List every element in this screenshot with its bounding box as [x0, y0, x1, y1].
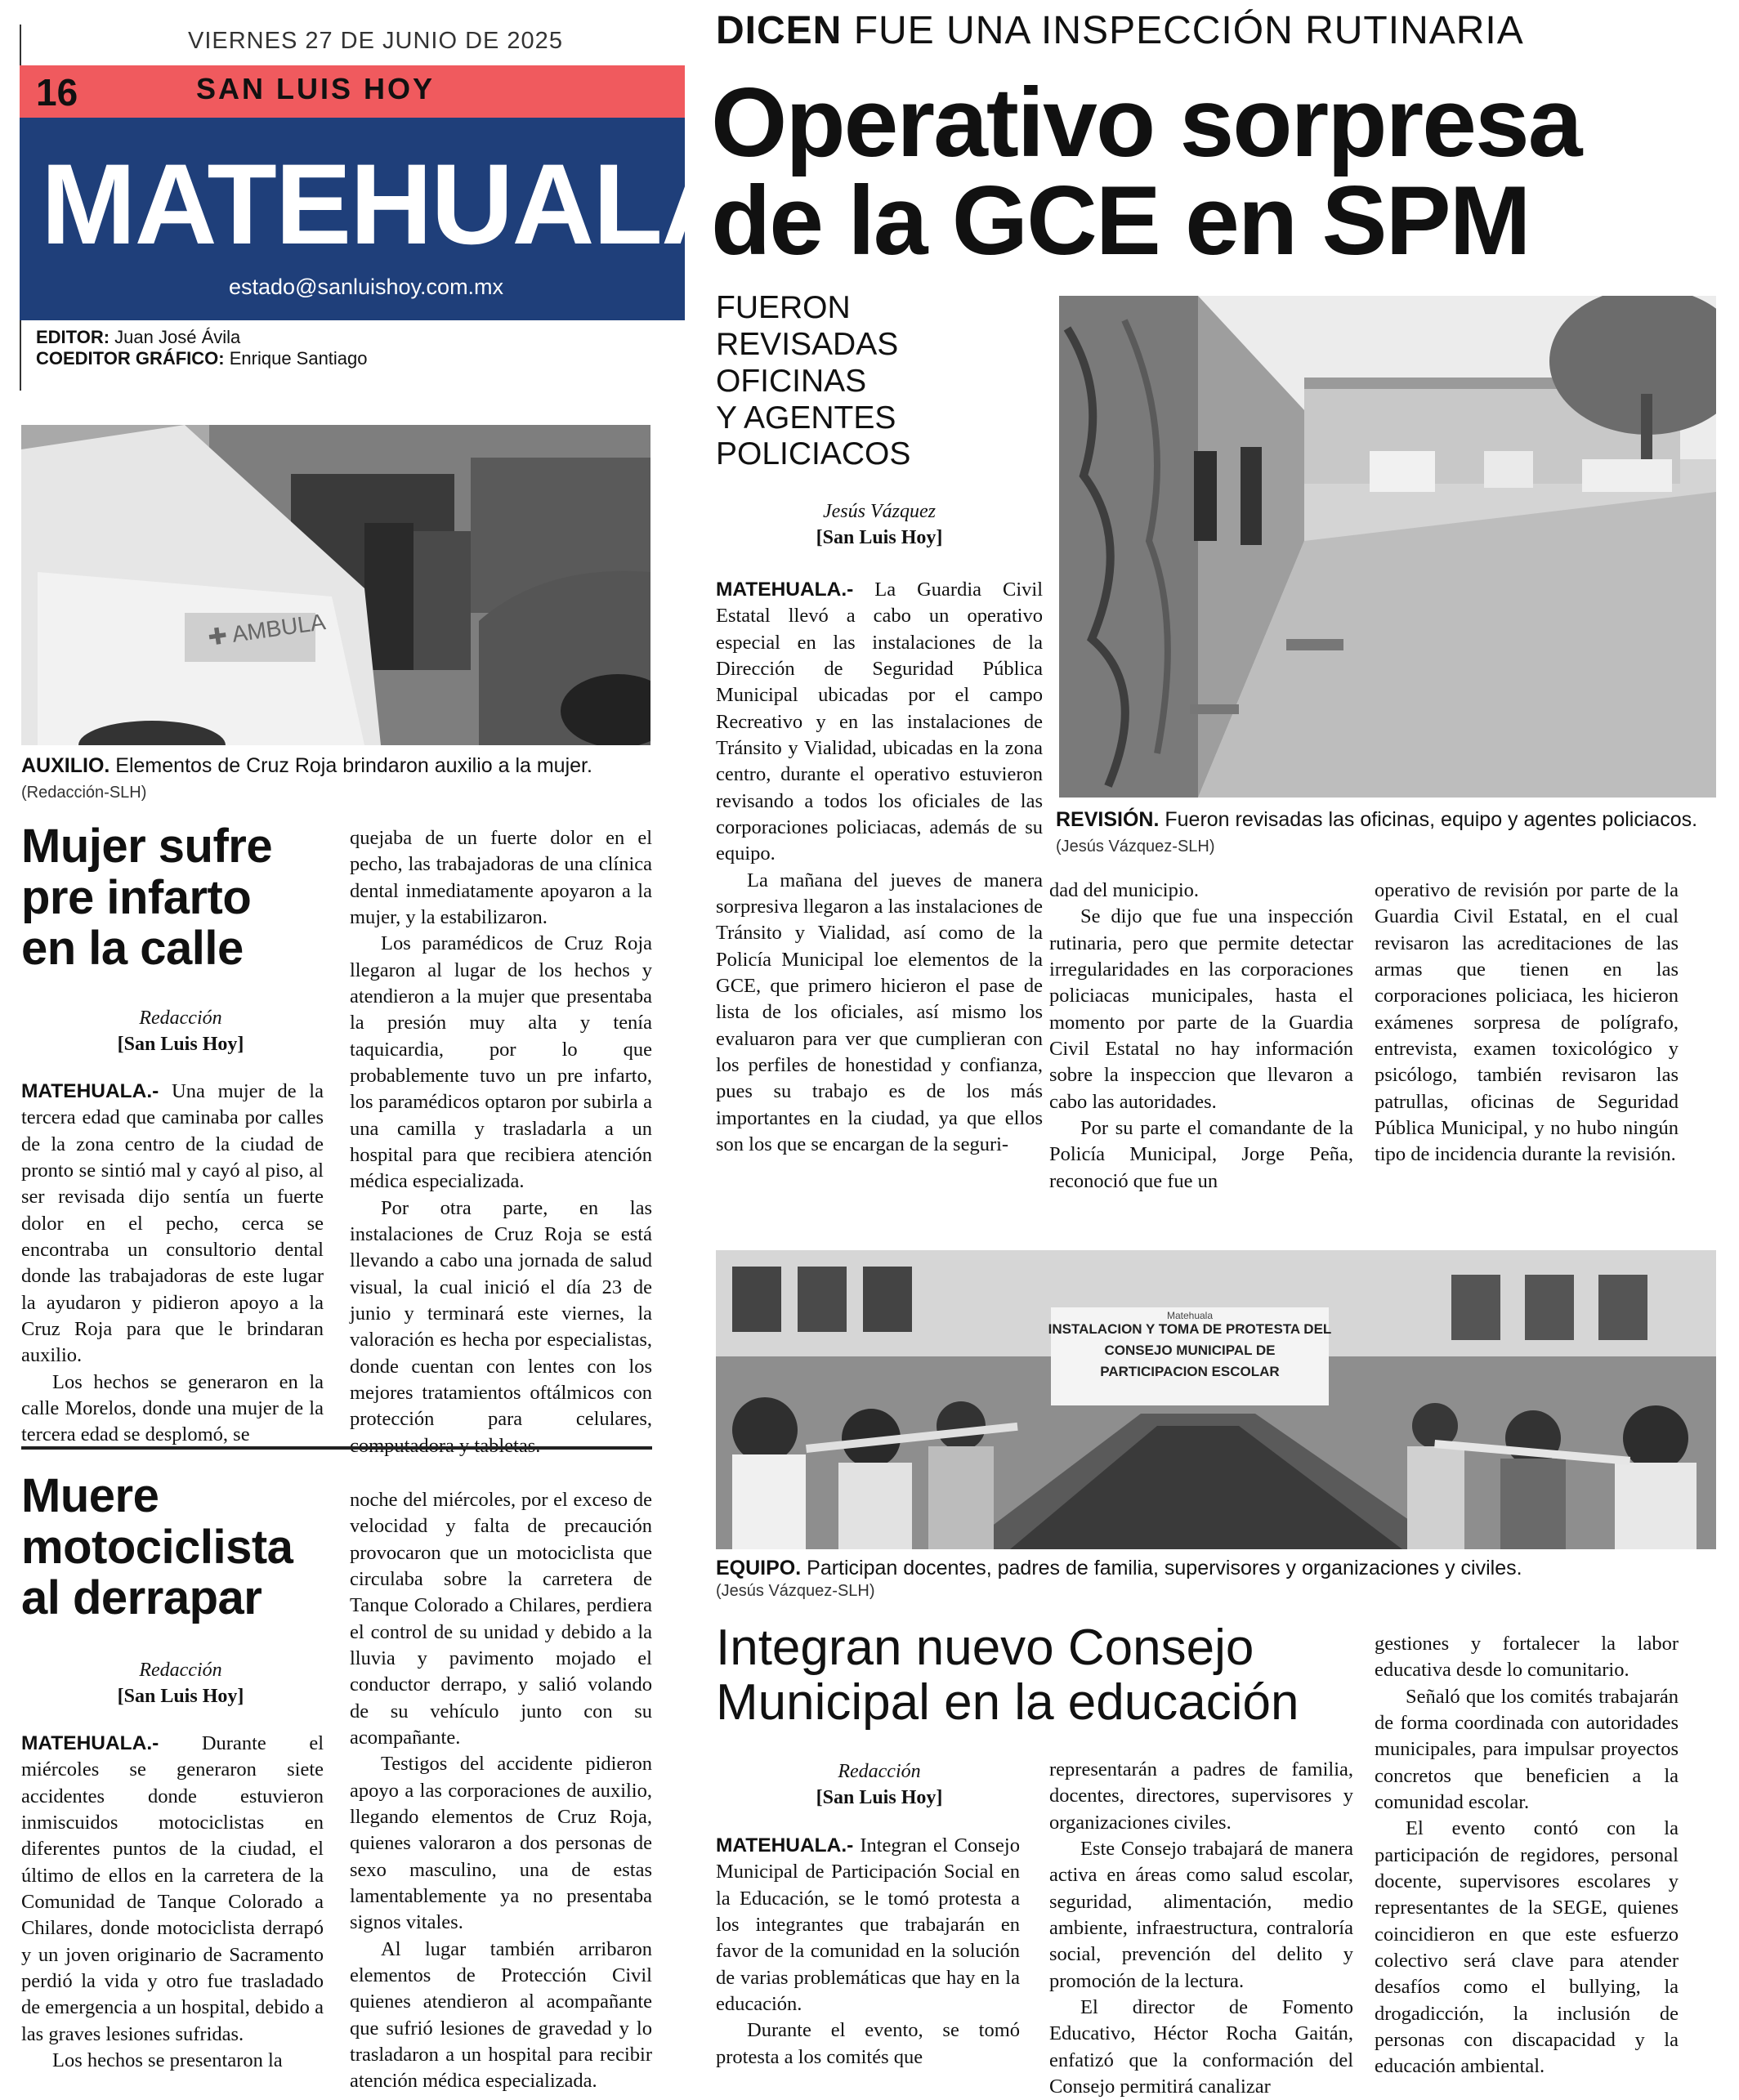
story2-caption-label: AUXILIO.	[21, 754, 110, 777]
council-meeting-image	[716, 1250, 1716, 1549]
story1-paragraph-text: La Guardia Civil Estatal llevó a cabo un operativo especial en las instalaciones de la Dirección de Seguridad Pública Municipal ubicadas por el campo Recreativo y en las instalaciones de Tránsito y Vialidad, ubicadas en la zona centro, durante el operativo estuvieron revisando a todos los oficiales de las corporaciones policiacas, además de su equipo.	[716, 579, 1043, 865]
story4-caption-text: Participan docentes, padres de familia, supervisores y organizaciones y civiles.	[807, 1557, 1522, 1579]
section-email: estado@sanluishoy.com.mx	[229, 275, 504, 299]
story2-column-1	[21, 1079, 324, 1449]
story3-paragraph-text: Durante el miércoles se generaron siete accidentes donde estuvieron inmiscuidos motociclistas en diferentes puntos de la ciudad, el último de ellos en la carretera de la Comunidad de Tanque Colorado a Chilares, donde motociclista derrapó y un joven originario de Sacramento perdió la vida y otro fue trasladado de emergencia a un hospital, debido a las graves lesiones sufridas.	[21, 1732, 324, 2045]
story2-photo	[21, 425, 650, 745]
story1-outlet: [San Luis Hoy]	[816, 527, 943, 549]
story4-paragraph: Este Consejo trabajará de manera activa en áreas como salud escolar, seguridad, alimentación, medio ambiente, infraestructura, contraloría social, prevención del delito y promoción de la lectura.	[1049, 1837, 1353, 1992]
coeditor-credit	[36, 348, 368, 369]
story1-headline-line1: Operativo sorpresa	[711, 68, 1581, 177]
story4-paragraph: El director de Fomento Educativo, Héctor Rocha Gaitán, enfatizó que la conformación del Consejo permitirá canalizar	[1049, 1995, 1353, 2098]
svg-text:✚ AMBULA: ✚ AMBULA	[206, 609, 328, 650]
story1-subhead-line: POLICIACOS	[716, 436, 911, 472]
story1-paragraph: operativo de revisión por parte de la Guardia Civil Estatal, en el cual revisaron las acreditaciones de las armas que tienen en las corporaciones policiaca, les hicieron exámenes sorpresa de polígrafo, entrevista, examen toxicológico y psicólogo, también revisaron las patrullas, oficinas de Seguridad Pública Municipal, y no hubo ningún tipo de incidencia durante la revisión.	[1375, 879, 1679, 1166]
story1-paragraph: dad del municipio.	[1049, 879, 1200, 901]
story3-headline-line: motociclista	[21, 1520, 293, 1574]
banner-line: PARTICIPACION ESCOLAR	[1100, 1364, 1280, 1379]
story4-column-2	[1049, 1757, 1353, 2100]
story3-headline-line: al derrapar	[21, 1571, 262, 1625]
story3-paragraph: noche del miércoles, por el exceso de velocidad y falta de precaución provocaron que un motociclista que circulaba sobre la carretera de Tanque Colorado a Chilares, perdiera el control de su unidad y debido a la lluvia y pavimento mojado el conductor derrapo, y salió volando de su vehículo junto con su acompañante.	[350, 1489, 652, 1749]
section-title: MATEHUALA	[41, 140, 743, 268]
story2-paragraph-text: Una mujer de la tercera edad que caminaba por calles de la zona centro de la ciudad de pronto se sintió mal y cayó al piso, al ser revisada dijo sentía un fuerte dolor en el pecho, cerca se encontraba un consultorio dental donde las trabajadoras de este lugar la ayudaron y pidieron apoyo a la Cruz Roja para que le brindaran auxilio.	[21, 1080, 324, 1367]
story4-paragraph: Señaló que los comités trabajarán de forma coordinada con autoridades municipales, para impulsar proyectos concretos que beneficien a la comunidad escolar.	[1375, 1685, 1679, 1813]
story2-headline-line: Mujer sufre	[21, 820, 273, 873]
story1-paragraph	[716, 577, 1043, 868]
story2-headline-line: en la calle	[21, 922, 244, 976]
story2-byline	[21, 1005, 340, 1058]
story4-caption-credit: (Jesús Vázquez-SLH)	[716, 1582, 875, 1601]
story1-paragraph: La mañana del jueves de manera sorpresiva llegaron a las instalaciones de Tránsito y Vialidad, así como de la Policía Municipal loe elementos de la GCE, que primero hicieron el pase de lista de los oficiales, así mismo los evaluaron para ver que cumplieran con los perfiles de honestidad y confianza, pues su trabajo es de los más importantes en la ciudad, ya que ellos son los que se encargan de la seguri-	[716, 869, 1043, 1155]
story4-column-1	[716, 1833, 1020, 2071]
coeditor-label: COEDITOR GRÁFICO:	[36, 348, 225, 369]
story4-column-3	[1375, 1631, 1679, 2080]
story1-kicker-rest: FUE UNA INSPECCIÓN RUTINARIA	[853, 9, 1524, 52]
story1-paragraph: Se dijo que fue una inspección rutinaria, pero que permite detectar irregularidades en las corporaciones policiacas municipales, hasta el momento por parte de la Guardia Civil Estatal no hay información sobre la inspeccion que llevaron a cabo las autoridades.	[1049, 905, 1353, 1113]
story1-headline-line2: de la GCE en SPM	[711, 166, 1530, 275]
story2-dateline: MATEHUALA.-	[21, 1080, 159, 1102]
story3-column-1	[21, 1731, 324, 2074]
story1-kicker-bold: DICEN	[716, 9, 843, 52]
editor-name: Juan José Ávila	[114, 327, 241, 347]
story4-author: Redacción	[838, 1761, 921, 1782]
story4-paragraph: representarán a padres de familia, docentes, directores, supervisores y organizaciones civiles.	[1049, 1758, 1353, 1834]
story4-headline	[716, 1621, 1370, 1731]
story1-caption-text: Fueron revisadas las oficinas, equipo y agentes policiacos.	[1165, 808, 1698, 831]
story1-paragraph: Por su parte el comandante de la Policía Municipal, Jorge Peña, reconoció que fue un	[1049, 1116, 1353, 1192]
story3-byline	[21, 1657, 340, 1710]
story1-subhead	[716, 290, 1043, 473]
story3-dateline: MATEHUALA.-	[21, 1732, 159, 1754]
story1-caption	[1056, 807, 1726, 859]
story2-headline-line: pre infarto	[21, 870, 252, 924]
story3-paragraph: Al lugar también arribaron elementos de Protección Civil quienes atendieron al acompañante que sufrió lesiones de gravedad y lo trasladaron a un hospital para recibir atención médica especializada.	[350, 1937, 652, 2093]
story4-paragraph	[716, 1833, 1020, 2017]
story2-author: Redacción	[139, 1008, 222, 1029]
story4-dateline: MATEHUALA.-	[716, 1834, 854, 1856]
story4-caption-label: EQUIPO.	[716, 1557, 802, 1579]
story2-paragraph	[21, 1079, 324, 1369]
story4-paragraph: gestiones y fortalecer la labor educativa desde lo comunitario.	[1375, 1633, 1679, 1682]
story2-paragraph: Los paramédicos de Cruz Roja llegaron al lugar de los hechos y atendieron a la mujer que presentaba la presión muy alta y tenía taquicardia, por lo que probablemente tuvo un pre infarto, los paramédicos optaron por subirla a una camilla y trasladarla a un hospital para que recibiera atención médica especializada.	[350, 932, 652, 1193]
story3-headline-line: Muere	[21, 1469, 159, 1522]
story1-subhead-line: FUERON	[716, 290, 851, 325]
story2-paragraph: Los hechos se generaron en la calle Morelos, donde una mujer de la tercera edad se desplomó, se	[21, 1370, 324, 1446]
page-number: 16	[36, 71, 78, 114]
story1-author: Jesús Vázquez	[823, 501, 936, 522]
coeditor-name: Enrique Santiago	[229, 348, 368, 369]
story4-paragraph-text: Integran el Consejo Municipal de Participación Social en la Educación, se le tomó protesta a los integrantes que trabajarán en favor de la comunidad en la solución de varias problemáticas que hay en la educación.	[716, 1834, 1020, 2015]
story3-column-2	[350, 1487, 652, 2095]
story4-headline-line: Municipal en la educación	[716, 1673, 1299, 1731]
story2-column-2	[350, 825, 652, 1459]
issue-date: VIERNES 27 DE JUNIO DE 2025	[188, 28, 563, 54]
banner-line: CONSEJO MUNICIPAL DE	[1104, 1343, 1276, 1358]
story2-headline	[21, 821, 348, 975]
story4-caption	[716, 1556, 1726, 1602]
paper-name: SAN LUIS HOY	[196, 72, 436, 105]
story3-author: Redacción	[139, 1660, 222, 1681]
story3-outlet: [San Luis Hoy]	[117, 1686, 244, 1708]
story1-column-1	[716, 577, 1043, 1158]
story2-paragraph: Por otra parte, en las instalaciones de Cruz Roja se está llevando a cabo una jornada de salud visual, la cual inició el día 23 de junio y terminará este viernes, la valoración es hecha por especialistas, donde cuentan con lentes con los mejores tratamientos oftálmicos con protección para celulares,	[350, 1196, 652, 1431]
banner-sign: Matehuala	[1166, 1310, 1214, 1321]
story4-byline	[716, 1758, 1043, 1812]
police-courtyard-image	[1059, 296, 1716, 798]
ambulance-scene-image	[21, 425, 650, 745]
story1-subhead-line: Y AGENTES	[716, 400, 896, 436]
editor-label: EDITOR:	[36, 327, 110, 347]
story4-outlet: [San Luis Hoy]	[816, 1787, 943, 1809]
story3-paragraph	[21, 1731, 324, 2048]
story2-caption-credit: (Redacción-SLH)	[21, 784, 147, 802]
story3-paragraph: Los hechos se presentaron la	[52, 2049, 283, 2071]
story1-subhead-line: OFICINAS	[716, 363, 867, 399]
story1-byline	[716, 498, 1043, 552]
story2-caption	[21, 753, 655, 805]
story4-photo	[716, 1250, 1716, 1549]
story4-headline-line: Integran nuevo Consejo	[716, 1620, 1254, 1676]
story4-paragraph: El evento contó con la participación de regidores, personal docente, supervisores escolares y representantes de la SEGE, quienes coincidieron en que este esfuerzo colectivo será clave para atender desafíos como el bullying, la drogadicción, la inclusión de personas con discapacidad y la educación ambiental.	[1375, 1817, 1679, 2078]
story1-caption-credit: (Jesús Vázquez-SLH)	[1056, 838, 1215, 856]
story2-caption-text: Elementos de Cruz Roja brindaron auxilio a la mujer.	[115, 754, 592, 777]
story2-outlet: [San Luis Hoy]	[117, 1034, 244, 1056]
story1-headline	[711, 68, 1724, 275]
story3-paragraph: Testigos del accidente pidieron apoyo a las corporaciones de auxilio, llegando elementos de Cruz Roja, quienes valoraron a dos personas de sexo masculino, una de estas lamentablemente ya no presentaba signos vitales.	[350, 1753, 652, 1934]
story2-paragraph: quejaba de un fuerte dolor en el pecho, las trabajadoras de una clínica dental inmediatamente apoyaron a la mujer, y la estabilizaron.	[350, 827, 652, 928]
story1-column-3	[1375, 878, 1679, 1168]
editor-credit	[36, 327, 240, 348]
story3-headline	[21, 1471, 348, 1624]
story1-column-2	[1049, 878, 1353, 1195]
story1-caption-label: REVISIÓN.	[1056, 808, 1160, 831]
story1-subhead-line: REVISADAS	[716, 326, 899, 362]
banner-line: INSTALACION Y TOMA DE PROTESTA DEL	[1048, 1321, 1332, 1337]
story1-kicker	[716, 8, 1524, 53]
story-divider	[21, 1446, 652, 1450]
story1-photo	[1059, 296, 1716, 798]
story1-dateline: MATEHUALA.-	[716, 579, 854, 601]
story4-paragraph: Durante el evento, se tomó protesta a los comités que	[716, 2019, 1020, 2068]
